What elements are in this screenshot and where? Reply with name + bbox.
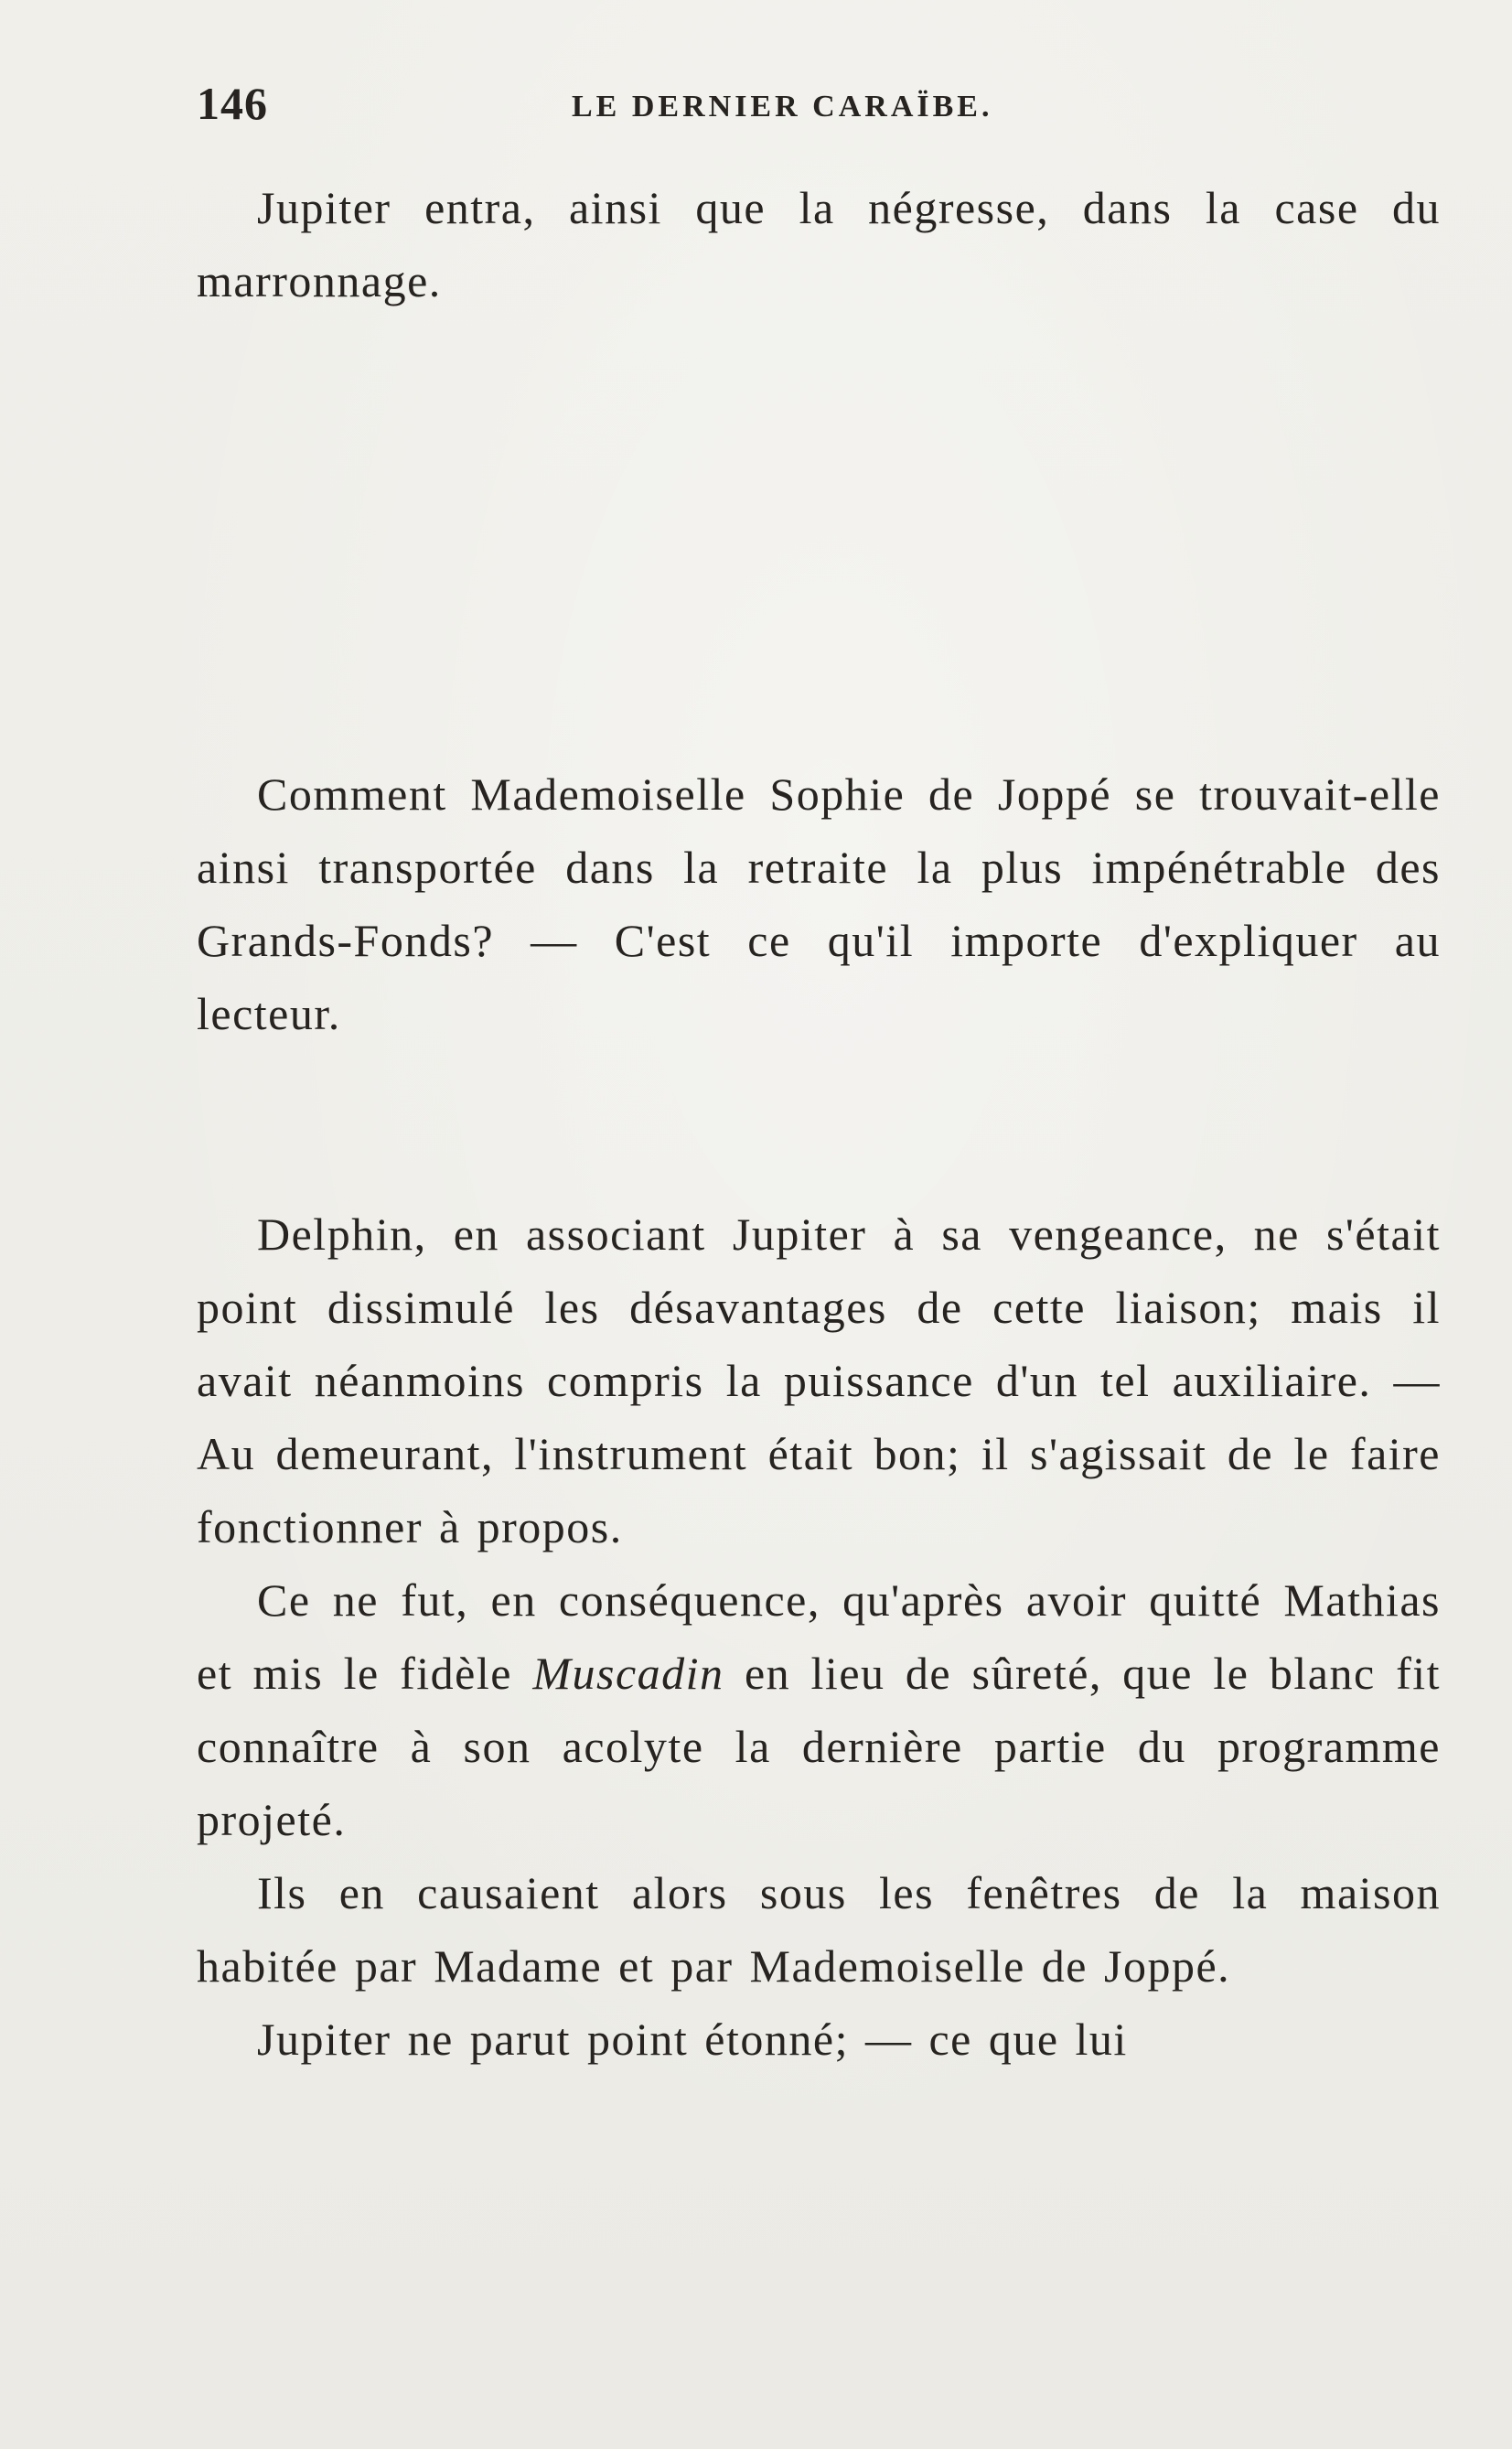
paragraph [197, 1563, 1441, 1856]
running-title: LE DERNIER CARAÏBE. [572, 90, 993, 124]
paragraph: Delphin, en associant Jupiter à sa vengeance, ne s'était point dissimulé les désavantages de cette liaison; mais il avait néanmoins compris la puissance d'un tel auxiliaire. — Au demeurant, l'instrument était bon; il s'agissait de le faire fonctionner à propos. [197, 1208, 1441, 1552]
paragraph: Jupiter entra, ainsi que la négresse, dans la case du marronnage. [197, 182, 1441, 306]
paragraph-text: Ce ne fut, en conséquence, qu'après avoir quitté Mathias et mis le fidèle [197, 1574, 1441, 1699]
italic-name: Muscadin [532, 1648, 724, 1699]
text-section-2 [197, 757, 1441, 1050]
paragraph: Comment Mademoiselle Sophie de Joppé se trouvait-elle ainsi transportée dans la retraite la plus impénétrable des Grands-Fonds? — C'est ce qu'il importe d'expliquer au lecteur. [197, 768, 1441, 1039]
page-number: 146 [197, 78, 268, 129]
text-section-3 [197, 1198, 1441, 2076]
text-section-1 [197, 171, 1441, 317]
paragraph-text: en lieu de sûreté, que le blanc fit connaître à son acolyte la dernière partie du programme projeté. [197, 1648, 1441, 1845]
page-header [197, 77, 1459, 132]
paragraph: Jupiter ne parut point étonné; — ce que lui [257, 2014, 1128, 2065]
paragraph: Ils en causaient alors sous les fenêtres de la maison habitée par Madame et par Mademoiselle de Joppé. [197, 1867, 1441, 1992]
